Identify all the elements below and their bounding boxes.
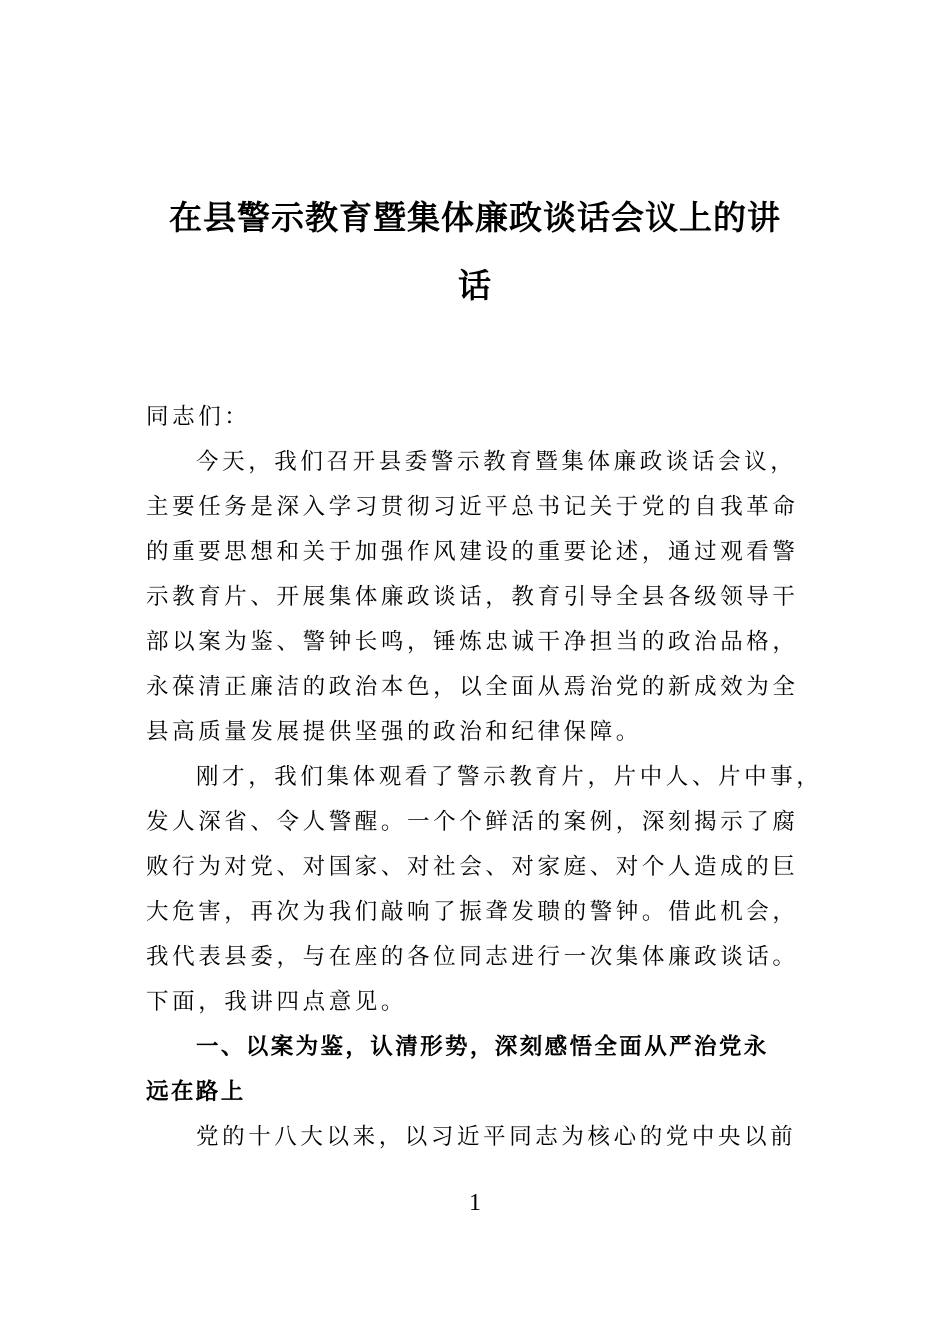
document-title-line-1: 在县警示教育暨集体廉政谈话会议上的讲 (169, 198, 781, 237)
body-line: 大危害，再次为我们敲响了振聋发聩的警钟。借此机会， (146, 899, 799, 925)
body-line: 永葆清正廉洁的政治本色，以全面从焉治党的新成效为全 (146, 674, 799, 700)
body-line: 今天，我们召开县委警示教育暨集体廉政谈话会议， (196, 449, 797, 475)
body-line: 刚才，我们集体观看了警示教育片，片中人、片中事， (196, 764, 823, 790)
body-line: 县高质量发展提供坚强的政治和纪律保障。 (146, 719, 642, 745)
body-line: 部以案为鉴、警钟长鸣，锤炼忠诚干净担当的政治品格， (146, 629, 799, 655)
body-line: 示教育片、开展集体廉政谈话，教育引导全县各级领导干 (146, 584, 799, 610)
page-number: 1 (469, 1190, 481, 1216)
body-line: 下面，我讲四点意见。 (146, 989, 408, 1015)
body-line: 主要任务是深入学习贯彻习近平总书记关于党的自我革命 (146, 494, 799, 520)
body-line: 发人深省、令人警醒。一个个鲜活的案例，深刻揭示了腐 (146, 809, 799, 835)
body-line: 我代表县委，与在座的各位同志进行一次集体廉政谈话。 (146, 944, 799, 970)
body-line: 的重要思想和关于加强作风建设的重要论述，通过观看警 (146, 539, 799, 565)
salutation: 同志们： (146, 404, 251, 430)
document-title-line-2: 话 (458, 266, 492, 305)
body-line: 党的十八大以来，以习近平同志为核心的党中央以前 (196, 1124, 797, 1150)
section-heading-line-2: 远在路上 (146, 1079, 246, 1105)
section-heading-line-1: 一、以案为鉴，认清形势，深刻感悟全面从严治党永 (196, 1034, 769, 1060)
body-line: 败行为对党、对国家、对社会、对家庭、对个人造成的巨 (146, 854, 799, 880)
